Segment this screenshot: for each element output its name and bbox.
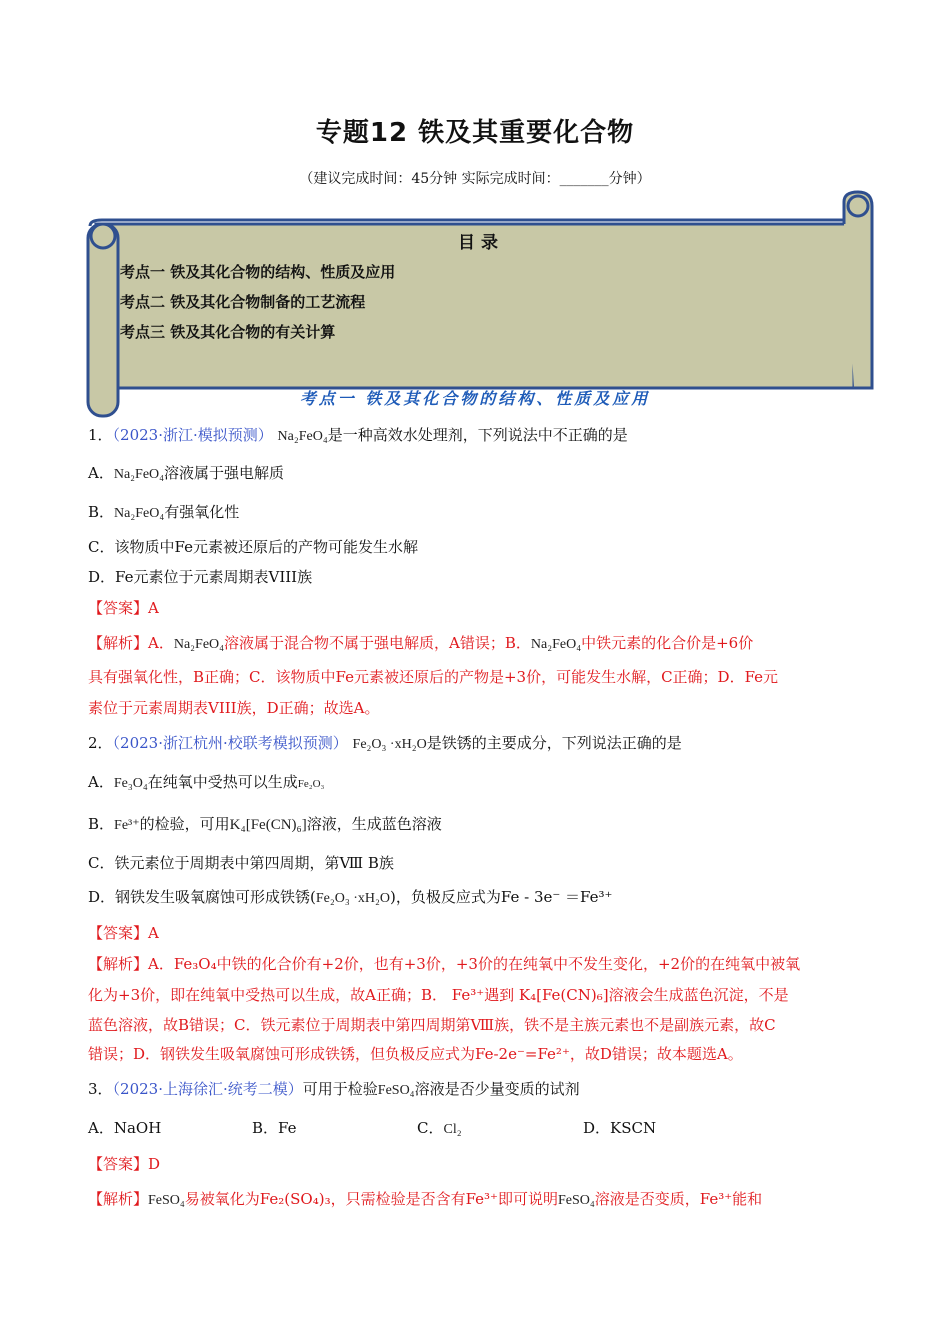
q1-option-c[interactable]: C．该物质中Fe元素被还原后的产物可能发生水解 bbox=[88, 538, 418, 556]
q1-expl-part-b: 溶液属于混合物不属于强电解质，A错误；B． bbox=[224, 634, 531, 652]
q1-option-a-formula: Na₂FeO₄ bbox=[113, 467, 165, 482]
q3-answer: 【答案】D bbox=[88, 1155, 161, 1173]
q1-explanation-line-2: 具有强氧化性，B正确；C．该物质中Fe元素被还原后的产物是+3价，可能发生水解，C正确；D．Fe元 bbox=[88, 668, 779, 686]
q2-option-d-text-2: )，负极反应式为Fe - 3e⁻ ＝Fe³⁺ bbox=[390, 888, 613, 906]
toc-item-2[interactable]: 考点二 铁及其化合物制备的工艺流程 bbox=[120, 293, 366, 311]
q2-option-b-formula-2: K₄[Fe(CN)₆] bbox=[229, 817, 307, 833]
q2-option-d-text-1: D．钢铁发生吸氧腐蚀可形成铁锈( bbox=[88, 888, 316, 906]
q2-option-b-text-1: 的检验，可用 bbox=[139, 815, 230, 833]
q1-answer: 【答案】A bbox=[88, 599, 159, 617]
q1-stem-text: 是一种高效水处理剂，下列说法中不正确的是 bbox=[327, 426, 628, 444]
q2-option-a-text: 在纯氧中受热可以生成 bbox=[147, 773, 298, 791]
q3-option-a[interactable]: A．NaOH bbox=[88, 1119, 162, 1137]
q1-expl-part-a: 【解析】A． bbox=[88, 634, 174, 652]
toc-heading: 目 录 bbox=[458, 233, 498, 253]
q3-explanation-line-1 bbox=[88, 1188, 762, 1209]
q1-option-a-text: 溶液属于强电解质 bbox=[164, 464, 285, 482]
q3-expl-formula-2: FeSO₄ bbox=[557, 1193, 595, 1208]
q3-option-d[interactable]: D．KSCN bbox=[583, 1119, 657, 1137]
q3-formula: FeSO₄ bbox=[377, 1083, 415, 1098]
q1-explanation-line-3: 素位于元素周期表VIII族，D正确；故选A。 bbox=[88, 699, 380, 717]
toc-item-1[interactable]: 考点一 铁及其化合物的结构、性质及应用 bbox=[120, 263, 396, 281]
q1-option-b-formula: Na₂FeO₄ bbox=[114, 506, 165, 521]
q2-option-d[interactable] bbox=[88, 886, 612, 907]
q2-explanation-line-3: 蓝色溶液，故B错误；C．铁元素位于周期表中第四周期第Ⅷ族，铁不是主族元素也不是副族元素，故C bbox=[88, 1016, 776, 1034]
q3-source: （2023·上海徐汇·统考二模） bbox=[112, 1080, 303, 1098]
q1-formula: Na₂FeO₄ bbox=[277, 429, 328, 444]
q2-option-a-label: A． bbox=[88, 773, 114, 791]
q3-number: 3． bbox=[88, 1080, 113, 1098]
q1-expl-formula-1: Na₂FeO₄ bbox=[173, 637, 225, 652]
toc-item-3[interactable]: 考点三 铁及其化合物的有关计算 bbox=[120, 323, 336, 341]
q2-explanation-line-2: 化为+3价，即在纯氧中受热可以生成，故A正确；B． Fe³⁺遇到 K₄[Fe(CN)₆]溶液会生成蓝色沉淀，不是 bbox=[88, 986, 789, 1004]
q2-number: 2． bbox=[88, 734, 113, 752]
q1-option-a-label: A． bbox=[88, 464, 114, 482]
q3-stem-text-2: 溶液是否少量变质的试剂 bbox=[414, 1080, 580, 1098]
q3-option-b[interactable]: B．Fe bbox=[252, 1119, 297, 1137]
q1-option-d[interactable]: D．Fe元素位于元素周期表VIII族 bbox=[88, 568, 313, 586]
q3-expl-formula-1: FeSO₄ bbox=[148, 1193, 185, 1208]
q3-expl-part-c: 溶液是否变质，Fe³⁺能和 bbox=[594, 1190, 763, 1208]
page-subtitle: （建议完成时间：45分钟 实际完成时间：_______分钟） bbox=[299, 171, 651, 187]
q2-source: （2023·浙江杭州·校联考模拟预测） bbox=[112, 734, 348, 752]
q3-stem-text-1: 可用于检验 bbox=[302, 1080, 378, 1098]
q1-explanation-line-1 bbox=[88, 632, 753, 653]
q1-option-b-text: 有强氧化性 bbox=[164, 503, 240, 521]
q1-option-b-label: B． bbox=[88, 503, 115, 521]
q2-explanation-line-4: 错误；D．钢铁发生吸氧腐蚀可形成铁锈，但负极反应式为Fe-2e⁻=Fe²⁺，故D错误；故本题选A。 bbox=[88, 1045, 743, 1063]
q1-option-a[interactable] bbox=[88, 462, 284, 483]
q2-option-b-label: B． bbox=[88, 815, 115, 833]
q1-option-b[interactable] bbox=[88, 501, 239, 522]
q2-option-b-formula-1: Fe³⁺ bbox=[114, 818, 140, 833]
section-heading: 考点一 铁及其化合物的结构、性质及应用 bbox=[299, 389, 651, 408]
q2-formula: Fe₂O₃ ·xH₂O bbox=[352, 737, 427, 752]
q3-option-c[interactable] bbox=[417, 1117, 462, 1138]
q2-option-b[interactable] bbox=[88, 813, 442, 834]
q2-option-d-formula: Fe₂O₃ ·xH₂O bbox=[315, 891, 391, 906]
q2-answer: 【答案】A bbox=[88, 924, 159, 942]
page-title: 专题12 铁及其重要化合物 bbox=[315, 118, 635, 148]
q3-stem bbox=[88, 1078, 580, 1099]
q1-source: （2023·浙江·模拟预测） bbox=[112, 426, 273, 444]
q2-option-a-formula-1: Fe₃O₄ bbox=[113, 776, 148, 791]
q1-stem bbox=[88, 424, 628, 445]
q3-expl-part-b: 易被氧化为Fe₂(SO₄)₃，只需检验是否含有Fe³⁺即可说明 bbox=[184, 1190, 558, 1208]
q2-option-a-formula-2: Fe₂O₃ bbox=[297, 778, 325, 790]
q1-expl-part-c: 中铁元素的化合价是+6价 bbox=[581, 634, 754, 652]
q2-stem-text: 是铁锈的主要成分，下列说法正确的是 bbox=[426, 734, 682, 752]
q2-option-a[interactable] bbox=[88, 771, 324, 792]
q3-option-c-label: C． bbox=[417, 1119, 444, 1137]
q2-explanation-line-1: 【解析】A．Fe₃O₄中铁的化合价有+2价，也有+3价，+3价的在纯氧中不发生变化，+2价的在纯氧中被氧 bbox=[88, 955, 801, 973]
q3-option-c-formula: Cl₂ bbox=[443, 1122, 462, 1137]
q2-option-b-text-2: 溶液，生成蓝色溶液 bbox=[306, 815, 442, 833]
q2-stem bbox=[88, 732, 682, 753]
q3-expl-part-a: 【解析】 bbox=[88, 1190, 149, 1208]
q1-number: 1． bbox=[88, 426, 113, 444]
q2-option-c[interactable]: C．铁元素位于周期表中第四周期，第Ⅷ B族 bbox=[88, 854, 394, 872]
q1-expl-formula-2: Na₂FeO₄ bbox=[530, 637, 582, 652]
